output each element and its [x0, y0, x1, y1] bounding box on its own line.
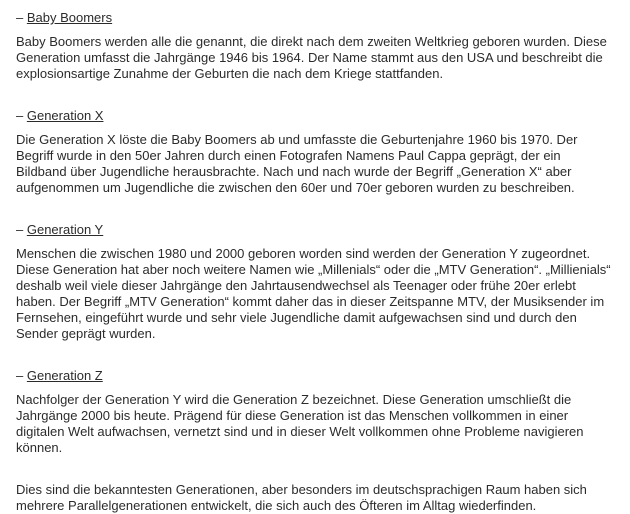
heading-dash: – [16, 108, 24, 123]
section-heading [16, 108, 614, 124]
heading-dash: – [16, 10, 24, 25]
heading-dash: – [16, 222, 24, 237]
section-paragraph: Nachfolger der Generation Y wird die Generation Z bezeichnet. Diese Generation umschließt die Jahrgänge 2000 bis heute. Prägend für diese Generation ist das Menschen vollkommen in einer digitalen Welt aufwachsen, vernetzt sind und in dieser Welt vollkommen ohne Probleme navigieren können. [16, 392, 584, 455]
section-generation-x [16, 108, 614, 196]
heading-dash: – [16, 368, 24, 383]
section-paragraph: Menschen die zwischen 1980 und 2000 geboren worden sind werden der Generation Y zugeordnet. Diese Generation hat aber noch weitere Namen wie „Millenials“ oder die „MTV Generation“. „Millienials“ deshalb weil viele dieser Jahrgänge den Jahrtausendwechsel als Teenager oder frühe 20er erlebt haben. Der Begriff „MTV Generation“ kommt daher das in dieser Zeitspanne MTV, der Musiksender im Fernsehen, eingeführt wurde und sehr viele Jugendliche damit aufgewachsen sind und durch den Sender geprägt wurden. [16, 246, 611, 341]
section-generation-z [16, 368, 614, 456]
heading-link-generation-x[interactable]: Generation X [26, 108, 104, 123]
heading-link-generation-z[interactable]: Generation Z [26, 368, 103, 383]
heading-link-baby-boomers[interactable]: Baby Boomers [26, 10, 113, 25]
section-generation-y [16, 222, 614, 342]
section-heading [16, 222, 614, 238]
section-baby-boomers [16, 10, 614, 82]
section-heading [16, 10, 614, 26]
section-heading [16, 368, 614, 384]
closing-paragraph: Dies sind die bekanntesten Generationen, aber besonders im deutschsprachigen Raum haben sich mehrere Parallelgenerationen entwickelt, die sich auch des Öfteren im Alltag wiederfinden. [16, 482, 587, 513]
section-paragraph: Die Generation X löste die Baby Boomers ab und umfasste die Geburtenjahre 1960 bis 1970. Der Begriff wurde in den 50er Jahren durch einen Fotografen Namens Paul Cappa geprägt, der ein Bildband über Jugendliche herausbrachte. Nach und nach wurde der Begriff „Generation X“ aber aufgenommen um Jugendliche die zwischen den 60er und 70er geboren wurden zu beschreiben. [16, 132, 578, 195]
heading-link-generation-y[interactable]: Generation Y [26, 222, 104, 237]
section-paragraph: Baby Boomers werden alle die genannt, die direkt nach dem zweiten Weltkrieg geboren wurden. Diese Generation umfasst die Jahrgänge 1946 bis 1964. Der Name stammt aus den USA und beschreibt die explosionsartige Zunahme der Geburten die nach dem Kriege stattfanden. [16, 34, 607, 81]
